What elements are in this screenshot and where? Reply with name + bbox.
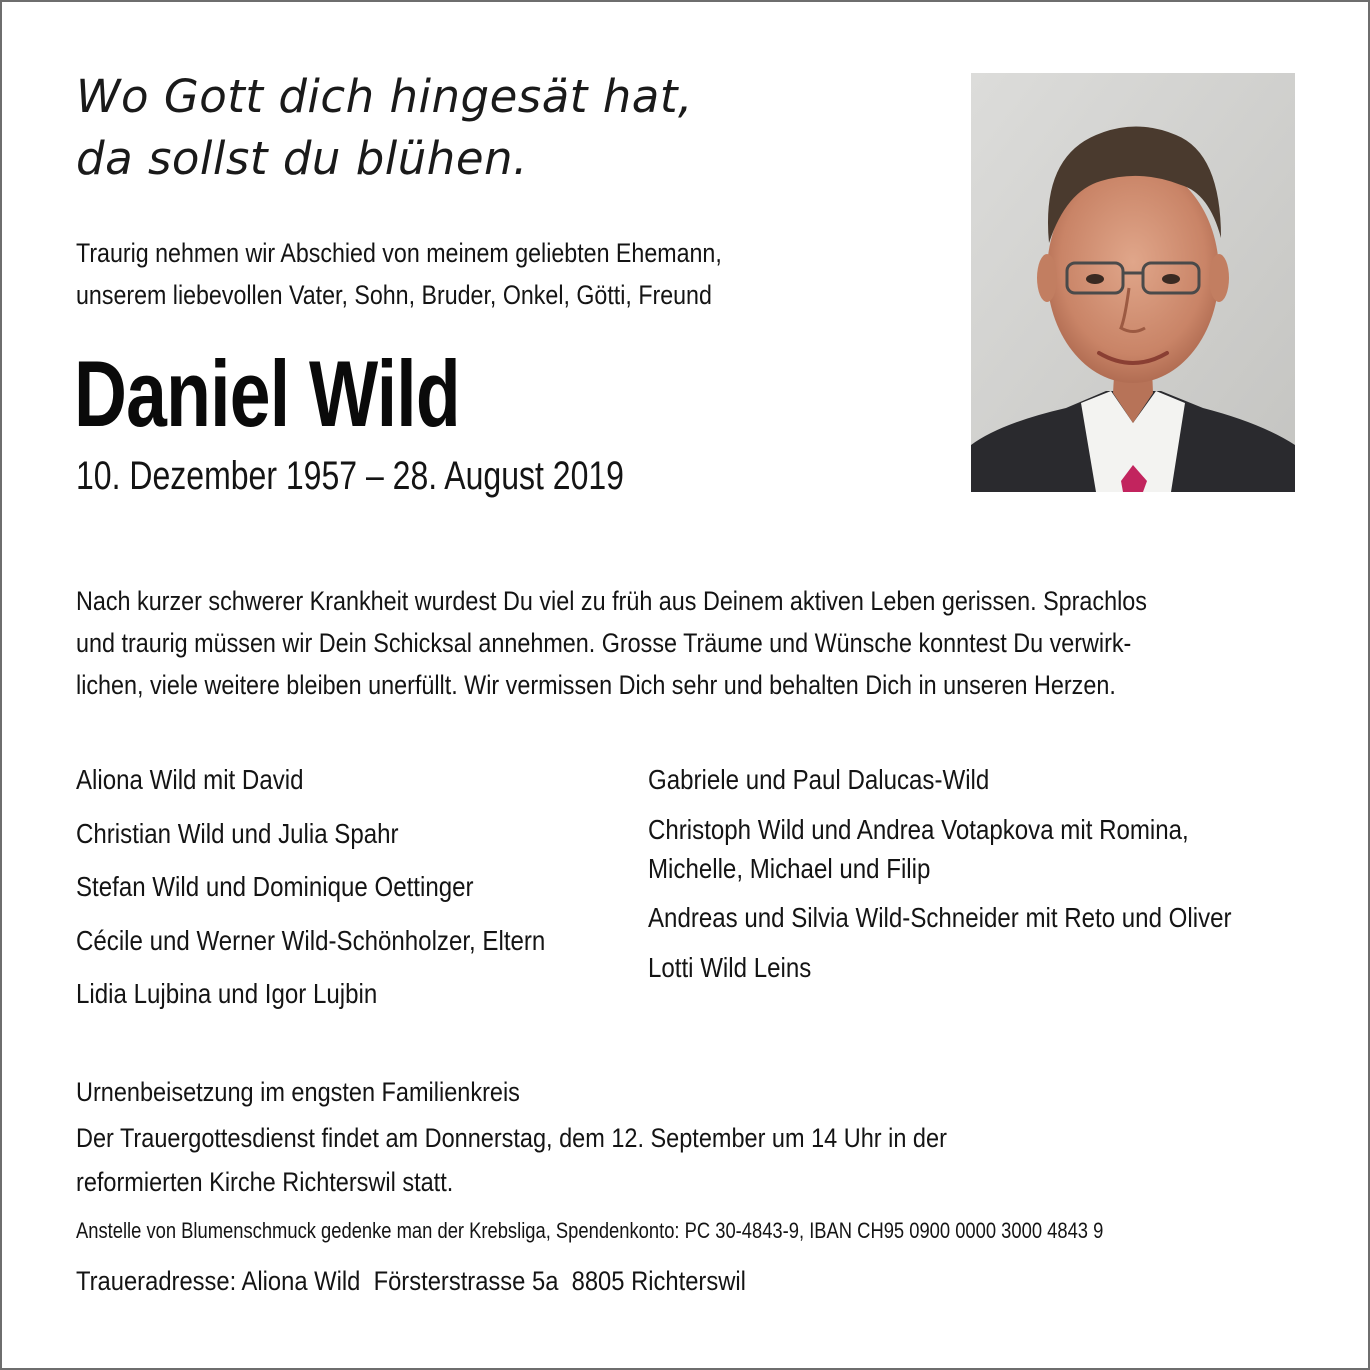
motto-line-1: Wo Gott dich hingesät hat, xyxy=(76,70,693,123)
service-info xyxy=(76,1069,947,1204)
obituary-text xyxy=(76,580,1147,706)
mourning-address: Traueradresse: Aliona Wild Försterstrasse 5a 8805 Richterswil xyxy=(76,1266,746,1296)
motto xyxy=(76,66,693,190)
intro-line-2: unserem liebevollen Vater, Sohn, Bruder, Onkel, Götti, Freund xyxy=(76,280,712,310)
mourner-entry xyxy=(648,810,1232,888)
obituary-text-line-3: lichen, viele weitere bleiben unerfüllt. Wir vermissen Dich sehr und behalten Dich in unseren Herzen. xyxy=(76,670,1116,700)
mourner-entry: Aliona Wild mit David xyxy=(76,764,304,795)
obituary-text-line-1: Nach kurzer schwerer Krankheit wurdest Du viel zu früh aus Deinem aktiven Leben gerissen. Sprachlos xyxy=(76,586,1147,616)
mourners-right-column xyxy=(648,760,1232,998)
mourner-entry: Stefan Wild und Dominique Oettinger xyxy=(76,871,474,902)
portrait-photo xyxy=(971,73,1295,492)
intro-text xyxy=(76,232,722,316)
obituary-text-line-2: und traurig müssen wir Dein Schicksal annehmen. Grosse Träume und Wünsche konntest Du verwirk- xyxy=(76,628,1132,658)
mourner-entry: Lotti Wild Leins xyxy=(648,952,812,983)
mourner-entry: Lidia Lujbina und Igor Lujbin xyxy=(76,978,378,1009)
mourner-entry: Gabriele und Paul Dalucas-Wild xyxy=(648,764,990,795)
life-dates: 10. Dezember 1957 – 28. August 2019 xyxy=(76,454,624,498)
funeral-service-line-1: Der Trauergottesdienst findet am Donnerstag, dem 12. September um 14 Uhr in der xyxy=(76,1123,947,1153)
intro-line-1: Traurig nehmen wir Abschied von meinem geliebten Ehemann, xyxy=(76,238,722,268)
mourners-left-column xyxy=(76,760,545,1028)
mourner-entry-line-1: Christoph Wild und Andrea Votapkova mit Romina, xyxy=(648,814,1189,845)
motto-line-2: da sollst du blühen. xyxy=(76,132,528,185)
funeral-service-line-2: reformierten Kirche Richterswil statt. xyxy=(76,1167,454,1197)
mourner-entry: Cécile und Werner Wild-Schönholzer, Eltern xyxy=(76,924,546,956)
mourner-entry: Christian Wild und Julia Spahr xyxy=(76,817,399,849)
donation-note: Anstelle von Blumenschmuck gedenke man der Krebsliga, Spendenkonto: PC 30-4843-9, IBAN CH95 0900 0000 3000 4843 9 xyxy=(76,1218,1104,1243)
urn-burial-note: Urnenbeisetzung im engsten Familienkreis xyxy=(76,1077,520,1107)
deceased-name: Daniel Wild xyxy=(74,341,460,446)
mourner-entry-line-2: Michelle, Michael und Filip xyxy=(648,853,931,884)
mourner-entry: Andreas und Silvia Wild-Schneider mit Reto und Oliver xyxy=(648,902,1232,933)
